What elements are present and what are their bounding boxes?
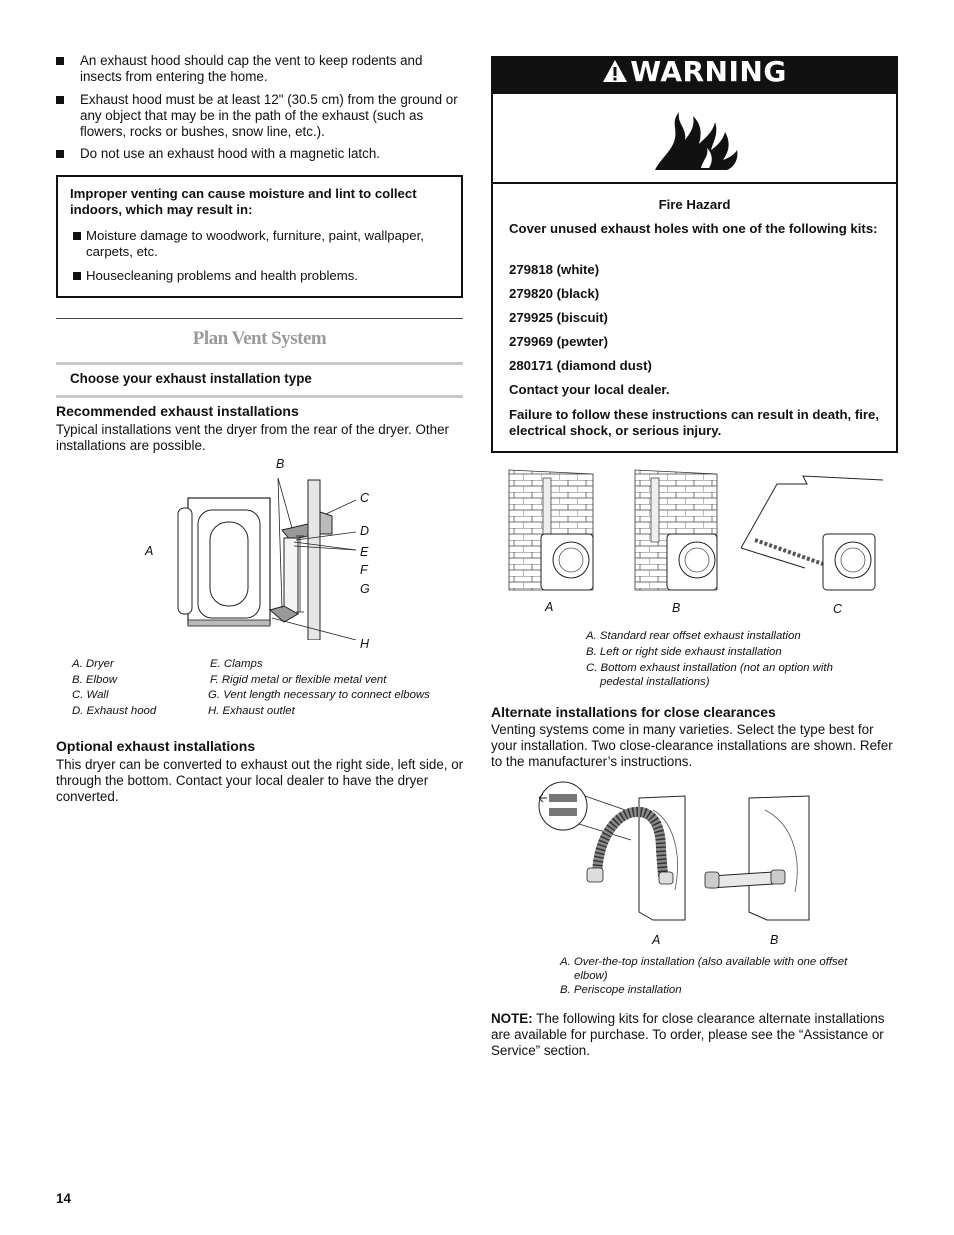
- warning-title-text: WARNING: [630, 55, 787, 88]
- legend-item: D. Exhaust hood: [72, 705, 157, 717]
- caution-item-text: Moisture damage to woodwork, furniture, paint, wallpaper, carpets, etc.: [86, 228, 424, 259]
- warning-kit: 279969 (pewter): [509, 334, 608, 349]
- warning-line: Cover unused exhaust holes with one of the following kits:: [509, 221, 878, 236]
- bullet-square-icon: [56, 150, 64, 158]
- caution-box: [56, 175, 463, 298]
- recommended-body: Typical installations vent the dryer from the rear of the dryer. Other installations are possible.: [56, 422, 449, 453]
- alternate-label-a: A: [652, 933, 661, 947]
- diagram-label-e: E: [360, 545, 369, 559]
- warning-triangle-icon: [602, 59, 628, 83]
- diagram-label-c: C: [360, 491, 370, 505]
- warning-kit: 280171 (diamond dust): [509, 358, 652, 373]
- warning-header: [491, 56, 898, 94]
- install-caption: A. Standard rear offset exhaust installation: [586, 630, 801, 642]
- subhead-text: Choose your exhaust installation type: [70, 371, 312, 386]
- page-number: 14: [56, 1191, 71, 1206]
- installation-types-diagram: [505, 468, 885, 598]
- diagram-label-b: B: [276, 457, 285, 471]
- recommended-heading: Recommended exhaust installations: [56, 403, 299, 419]
- bullet-square-icon: [56, 57, 64, 65]
- caution-item: [70, 268, 449, 284]
- bullet-square-icon: [56, 96, 64, 104]
- bullet-text: Exhaust hood must be at least 12" (30.5 cm) from the ground or any object that may be in the path of the exhaust (such as flowers, rocks or bushes, snow line, etc.).: [80, 92, 458, 139]
- warning-hazard-title: Fire Hazard: [658, 197, 731, 212]
- warning-kit: 279925 (biscuit): [509, 310, 608, 325]
- install-label-a: A: [545, 600, 554, 614]
- caution-item: [70, 228, 449, 260]
- fire-icon: [651, 108, 743, 172]
- caution-heading: Improper venting can cause moisture and lint to collect indoors, which may result in:: [70, 186, 417, 217]
- alternate-caption: A. Over-the-top installation (also available with one offset elbow): [560, 956, 848, 982]
- fire-hazard-icon-box: [491, 94, 898, 184]
- close-clearance-diagram: [535, 780, 815, 925]
- diagram-label-d: D: [360, 524, 370, 538]
- optional-body: This dryer can be converted to exhaust out the right side, left side, or through the bottom. Contact your local dealer to have the dryer converted.: [56, 757, 464, 804]
- warning-title: [491, 55, 898, 88]
- install-label-c: C: [833, 602, 843, 616]
- section-divider: [56, 318, 463, 319]
- note-body: The following kits for close clearance alternate installations are available for purchase. To order, please see the “Assistance or Service” section.: [491, 1011, 885, 1058]
- legend-item: A. Dryer: [72, 658, 114, 670]
- legend-item: G. Vent length necessary to connect elbows: [208, 689, 430, 701]
- bullet-square-icon: [73, 272, 81, 280]
- legend-item: H. Exhaust outlet: [208, 705, 295, 717]
- diagram-label-g: G: [360, 582, 370, 596]
- bullet-text: An exhaust hood should cap the vent to keep rodents and insects from entering the home.: [80, 53, 423, 84]
- bullet-item: [56, 92, 466, 140]
- alternate-label-b: B: [770, 933, 779, 947]
- alternate-caption: B. Periscope installation: [560, 984, 682, 996]
- caution-item-text: Housecleaning problems and health problems.: [86, 268, 358, 283]
- subhead-bar: [56, 362, 463, 398]
- legend-item: F. Rigid metal or flexible metal vent: [210, 674, 387, 686]
- legend-item: B. Elbow: [72, 674, 117, 686]
- note-paragraph: [491, 1011, 901, 1059]
- install-caption: B. Left or right side exhaust installation: [586, 646, 782, 658]
- section-title: Plan Vent System: [192, 328, 327, 349]
- legend-item: C. Wall: [72, 689, 109, 701]
- install-caption: C. Bottom exhaust installation (not an option with pedestal installations): [586, 662, 833, 688]
- warning-kit: 279818 (white): [509, 262, 600, 277]
- warning-line: Contact your local dealer.: [509, 382, 670, 397]
- install-label-b: B: [672, 601, 681, 615]
- warning-kit: 279820 (black): [509, 286, 600, 301]
- diagram-label-a: A: [145, 544, 154, 558]
- diagram-label-f: F: [360, 563, 368, 577]
- dryer-vent-diagram: [160, 470, 380, 640]
- alternate-body: Venting systems come in many varieties. Select the type best for your installation. Two close-clearance installations are shown. Refer to the manufacturer’s instructions.: [491, 722, 893, 769]
- diagram-label-h: H: [360, 637, 370, 651]
- note-label: NOTE:: [491, 1011, 533, 1026]
- bullet-square-icon: [73, 232, 81, 240]
- bullet-item: [56, 146, 466, 162]
- legend-item: E. Clamps: [210, 658, 263, 670]
- bullet-item: [56, 53, 466, 85]
- warning-text-box: [491, 182, 898, 453]
- alternate-heading: Alternate installations for close clearances: [491, 704, 776, 720]
- warning-line: Failure to follow these instructions can result in death, fire, electrical shock, or serious injury.: [509, 407, 880, 438]
- bullet-text: Do not use an exhaust hood with a magnetic latch.: [80, 146, 380, 161]
- optional-heading: Optional exhaust installations: [56, 738, 256, 754]
